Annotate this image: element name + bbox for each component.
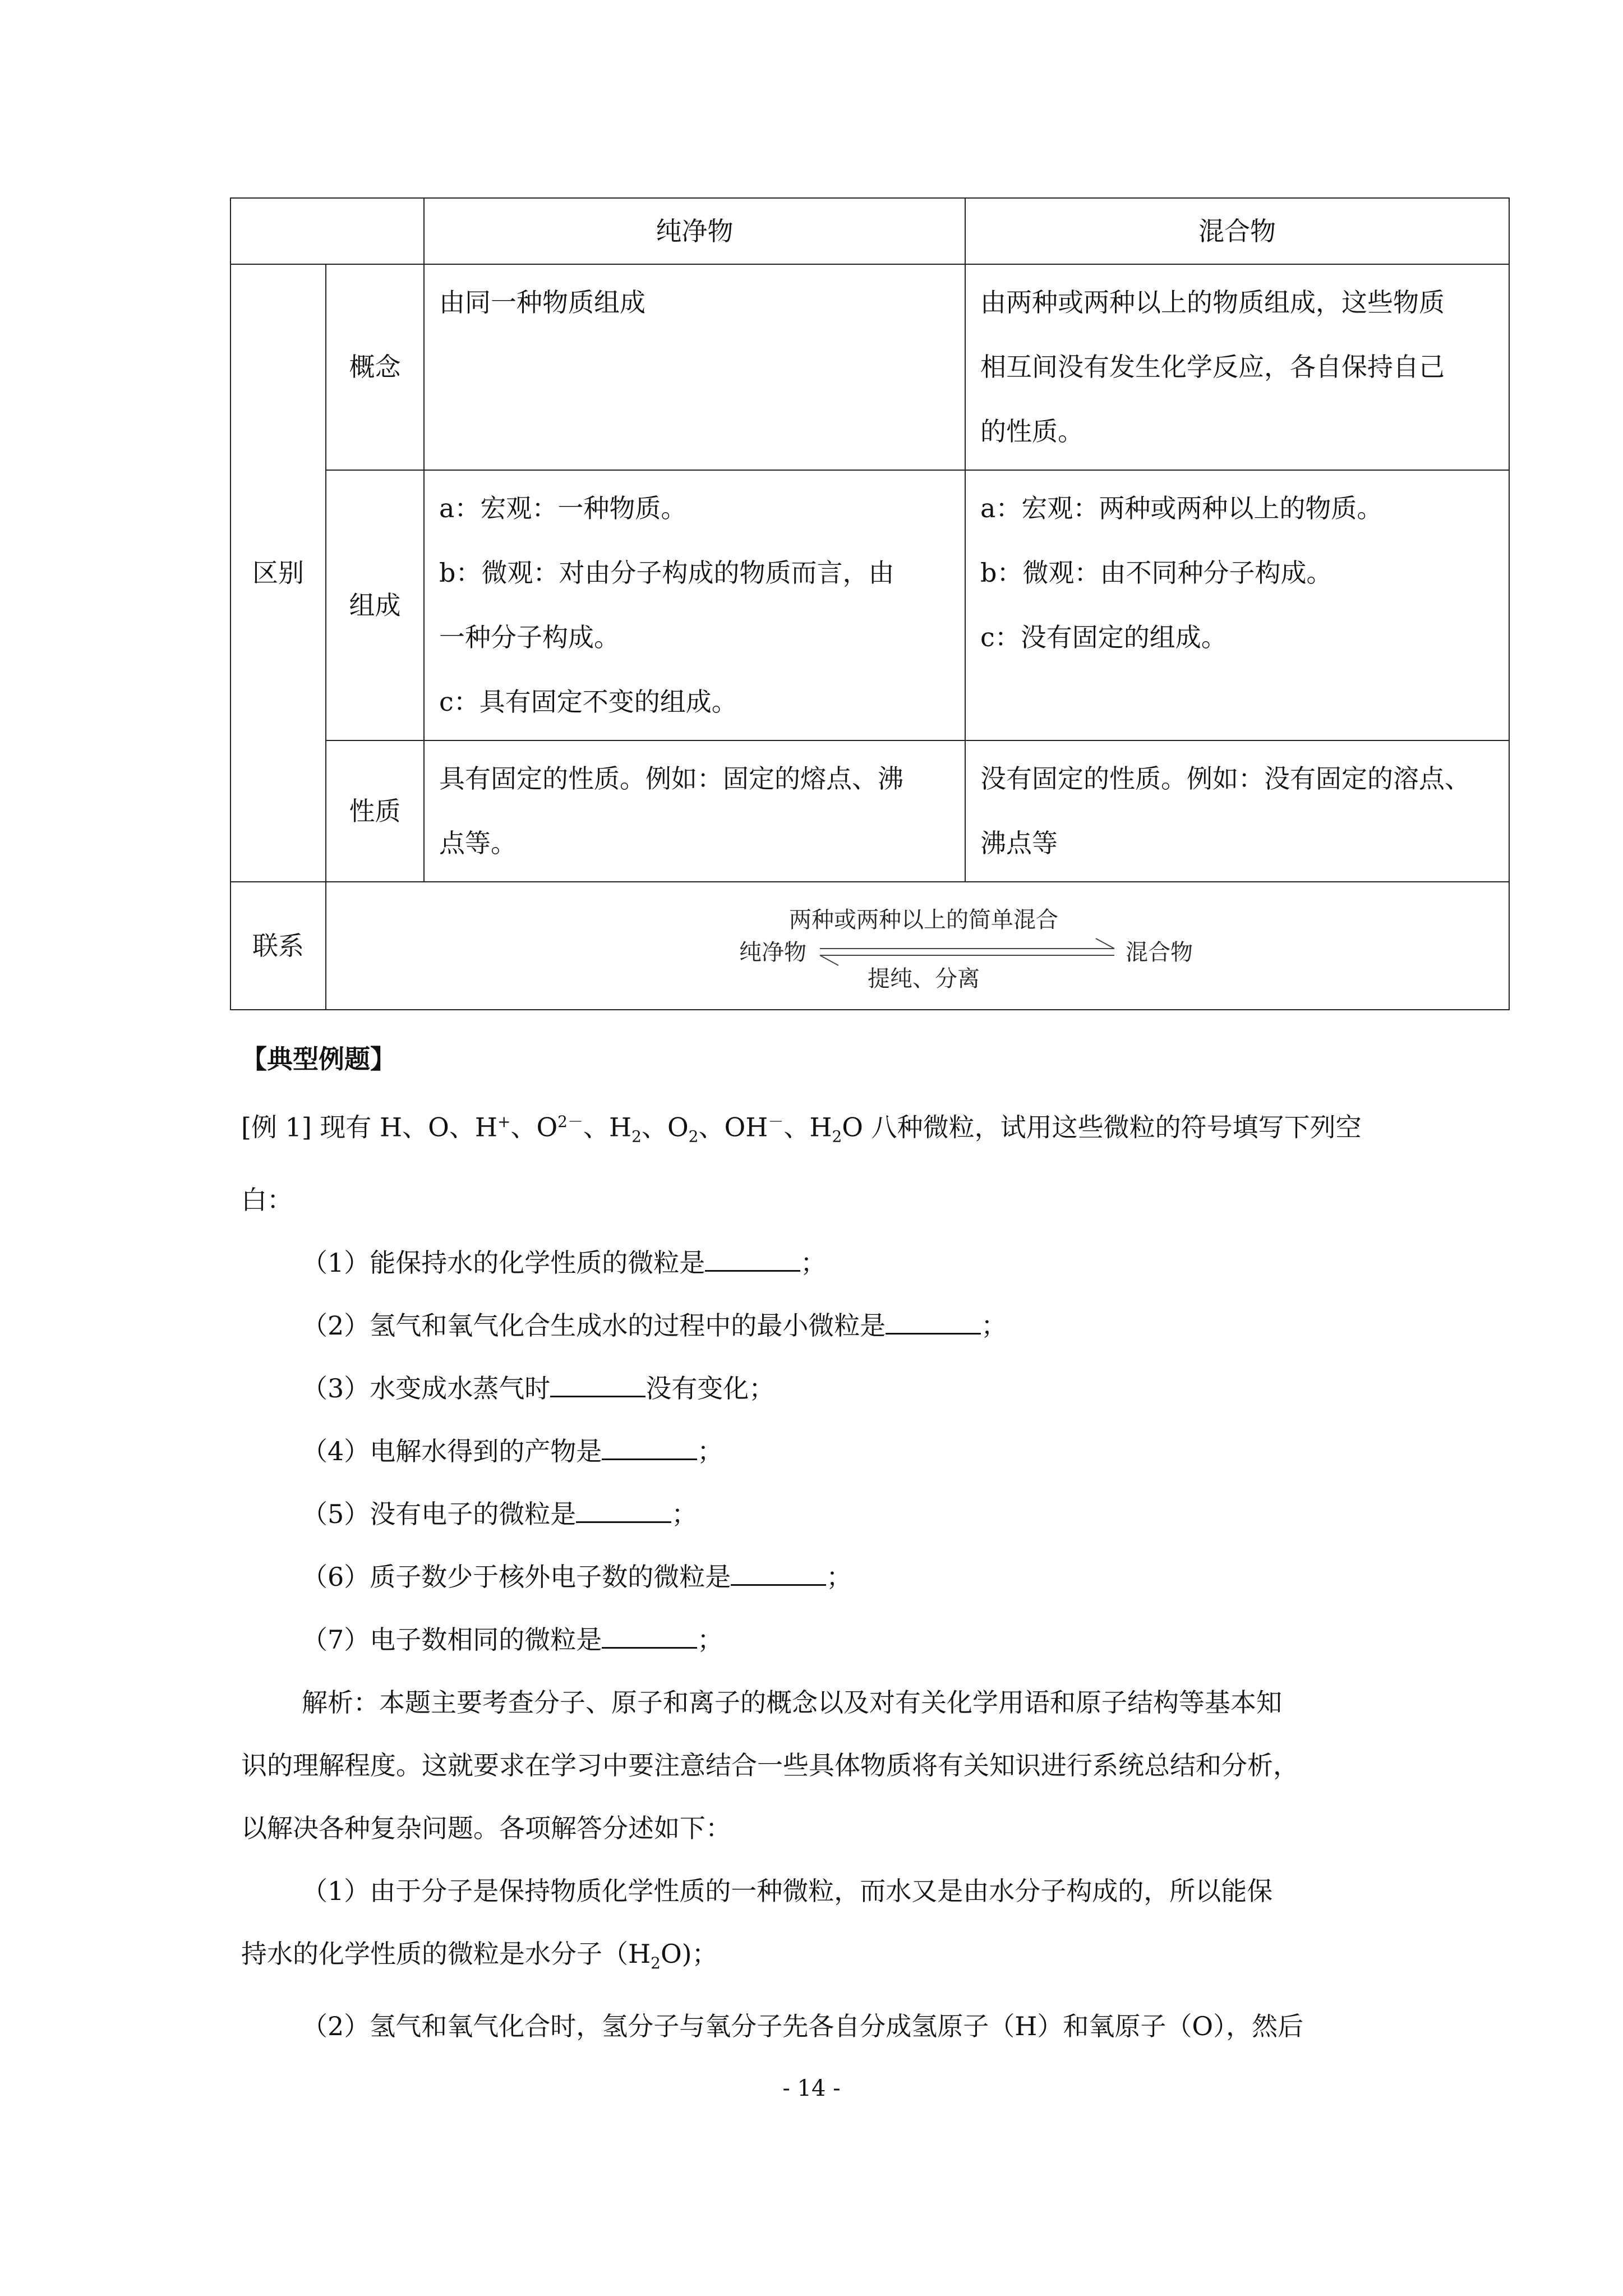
example-text: O 八种微粒，试用这些微粒的符号填写下列空: [842, 1112, 1362, 1143]
table-header-row: [230, 198, 1509, 264]
row-label: 概念: [326, 264, 424, 470]
pure-cell: [424, 740, 965, 882]
answer-text: 持水的化学性质的微粒是水分子（H: [241, 1938, 651, 1969]
page-number: - 14 -: [782, 2076, 841, 2101]
cell-line: a：宏观：一种物质。: [439, 493, 687, 523]
cell-line: b：微观：由不同种分子构成。: [980, 558, 1332, 588]
question-6: [241, 1545, 1362, 1608]
row-label: 组成: [326, 470, 424, 740]
pure-cell: [424, 470, 965, 740]
relation-label: 联系: [230, 882, 326, 1010]
relation-right: 混合物: [1126, 940, 1193, 965]
answer-blank[interactable]: [731, 1562, 826, 1586]
cell-line: 沸点等: [980, 828, 1058, 858]
cell-line: c：具有固定不变的组成。: [439, 687, 737, 717]
answer-blank[interactable]: [576, 1499, 671, 1523]
subscript: 2: [631, 1127, 642, 1146]
subscript: 2: [832, 1127, 842, 1146]
cell-line: 的性质。: [980, 416, 1083, 447]
answer-blank[interactable]: [886, 1310, 981, 1335]
analysis-line: 解析：本题主要考查分子、原子和离子的概念以及对有关化学用语和原子结构等基本知: [302, 1687, 1282, 1718]
table-row: [230, 740, 1509, 882]
cell-line: a：宏观：两种或两种以上的物质。: [980, 493, 1383, 523]
mixture-cell: [965, 740, 1509, 882]
question-3: [241, 1357, 1362, 1420]
cell-line: 点等。: [439, 828, 517, 858]
cell-line: 具有固定的性质。例如：固定的熔点、沸: [439, 763, 903, 794]
subscript: 2: [651, 1953, 661, 1972]
comparison-table: [230, 197, 1510, 1010]
question-tail: ；: [697, 1435, 723, 1466]
example-text: 、H: [783, 1112, 832, 1143]
header-pure: 纯净物: [424, 198, 965, 264]
header-mixture: 混合物: [965, 198, 1509, 264]
group-label: 区别: [230, 264, 326, 882]
charge-superscript: －: [768, 1112, 784, 1131]
example-section: [241, 1028, 1362, 2058]
cell-line: 由同一种物质组成: [439, 287, 645, 318]
question-text: （4）电解水得到的产物是: [302, 1435, 602, 1466]
answer-blank[interactable]: [602, 1436, 697, 1460]
question-1: [241, 1231, 1362, 1294]
answer-1-line2: [241, 1922, 1362, 1995]
example-text: 、O: [641, 1112, 689, 1143]
question-text: （1）能保持水的化学性质的微粒是: [302, 1247, 706, 1278]
example-text: 现有 H、O、H: [320, 1112, 497, 1143]
reversible-arrow-icon: [326, 882, 1507, 1009]
question-tail: ；: [671, 1498, 698, 1529]
question-tail: ；: [800, 1247, 827, 1278]
question-5: [241, 1483, 1362, 1545]
example-text: 、O: [510, 1112, 558, 1143]
charge-superscript: +: [497, 1112, 511, 1131]
question-text: （5）没有电子的微粒是: [302, 1498, 577, 1529]
analysis-line: 识的理解程度。这就要求在学习中要注意结合一些具体物质将有关知识进行系统总结和分析，: [241, 1750, 1299, 1780]
question-tail: ；: [697, 1624, 723, 1655]
question-2: [241, 1294, 1362, 1357]
question-tail: ；: [826, 1561, 852, 1592]
question-4: [241, 1420, 1362, 1483]
analysis-line: 以解决各种复杂问题。各项解答分述如下：: [241, 1812, 731, 1843]
header-empty-cell: [230, 198, 424, 264]
question-text: （6）质子数少于核外电子数的微粒是: [302, 1561, 731, 1592]
mixture-cell: [965, 470, 1509, 740]
example-intro: [241, 1091, 1362, 1168]
section-heading: 【典型例题】: [241, 1044, 396, 1074]
cell-line: b：微观：对由分子构成的物质而言，由: [439, 558, 895, 588]
question-text: （2）氢气和氧气化合生成水的过程中的最小微粒是: [302, 1310, 886, 1341]
cell-line: 由两种或两种以上的物质组成，这些物质: [980, 287, 1445, 318]
answer-text: O)；: [660, 1938, 718, 1969]
question-tail: 没有变化；: [645, 1373, 775, 1404]
example-text: 、OH: [698, 1112, 768, 1143]
question-tail: ；: [981, 1310, 1007, 1341]
answer-blank[interactable]: [602, 1625, 697, 1649]
question-text: （3）水变成水蒸气时: [302, 1373, 551, 1404]
pure-cell: [424, 264, 965, 470]
answer-1-line1: （1）由于分子是保持物质化学性质的一种微粒，而水又是由水分子构成的，所以能保: [302, 1875, 1273, 1906]
example-text: 、H: [583, 1112, 632, 1143]
table-row: [230, 470, 1509, 740]
answer-blank[interactable]: [550, 1373, 645, 1397]
relation-diagram: [326, 882, 1509, 1009]
question-text: （7）电子数相同的微粒是: [302, 1624, 602, 1655]
question-7: [241, 1608, 1362, 1671]
answer-2-line1: （2）氢气和氧气化合时，氢分子与氧分子先各自分成氢原子（H）和氧原子（O），然后: [302, 2010, 1304, 2041]
cell-line: 一种分子构成。: [439, 622, 620, 652]
row-label: 性质: [326, 740, 424, 882]
cell-line: 相互间没有发生化学反应，各自保持自己: [980, 352, 1445, 382]
charge-superscript: 2－: [557, 1112, 583, 1131]
relation-left: 纯净物: [739, 940, 806, 965]
relation-bottom-text: 提纯、分离: [868, 966, 980, 992]
cell-line: c：没有固定的组成。: [980, 622, 1227, 652]
table-row: [230, 264, 1509, 470]
relation-row: [230, 882, 1509, 1010]
subscript: 2: [688, 1127, 699, 1146]
cell-line: 没有固定的性质。例如：没有固定的溶点、: [980, 763, 1470, 794]
relation-top-text: 两种或两种以上的简单混合: [789, 907, 1058, 933]
relation-cell: [326, 882, 1509, 1010]
example-intro-line2: 白：: [241, 1184, 293, 1215]
example-label: [例 1]: [241, 1112, 312, 1143]
mixture-cell: [965, 264, 1509, 470]
answer-blank[interactable]: [705, 1248, 800, 1272]
